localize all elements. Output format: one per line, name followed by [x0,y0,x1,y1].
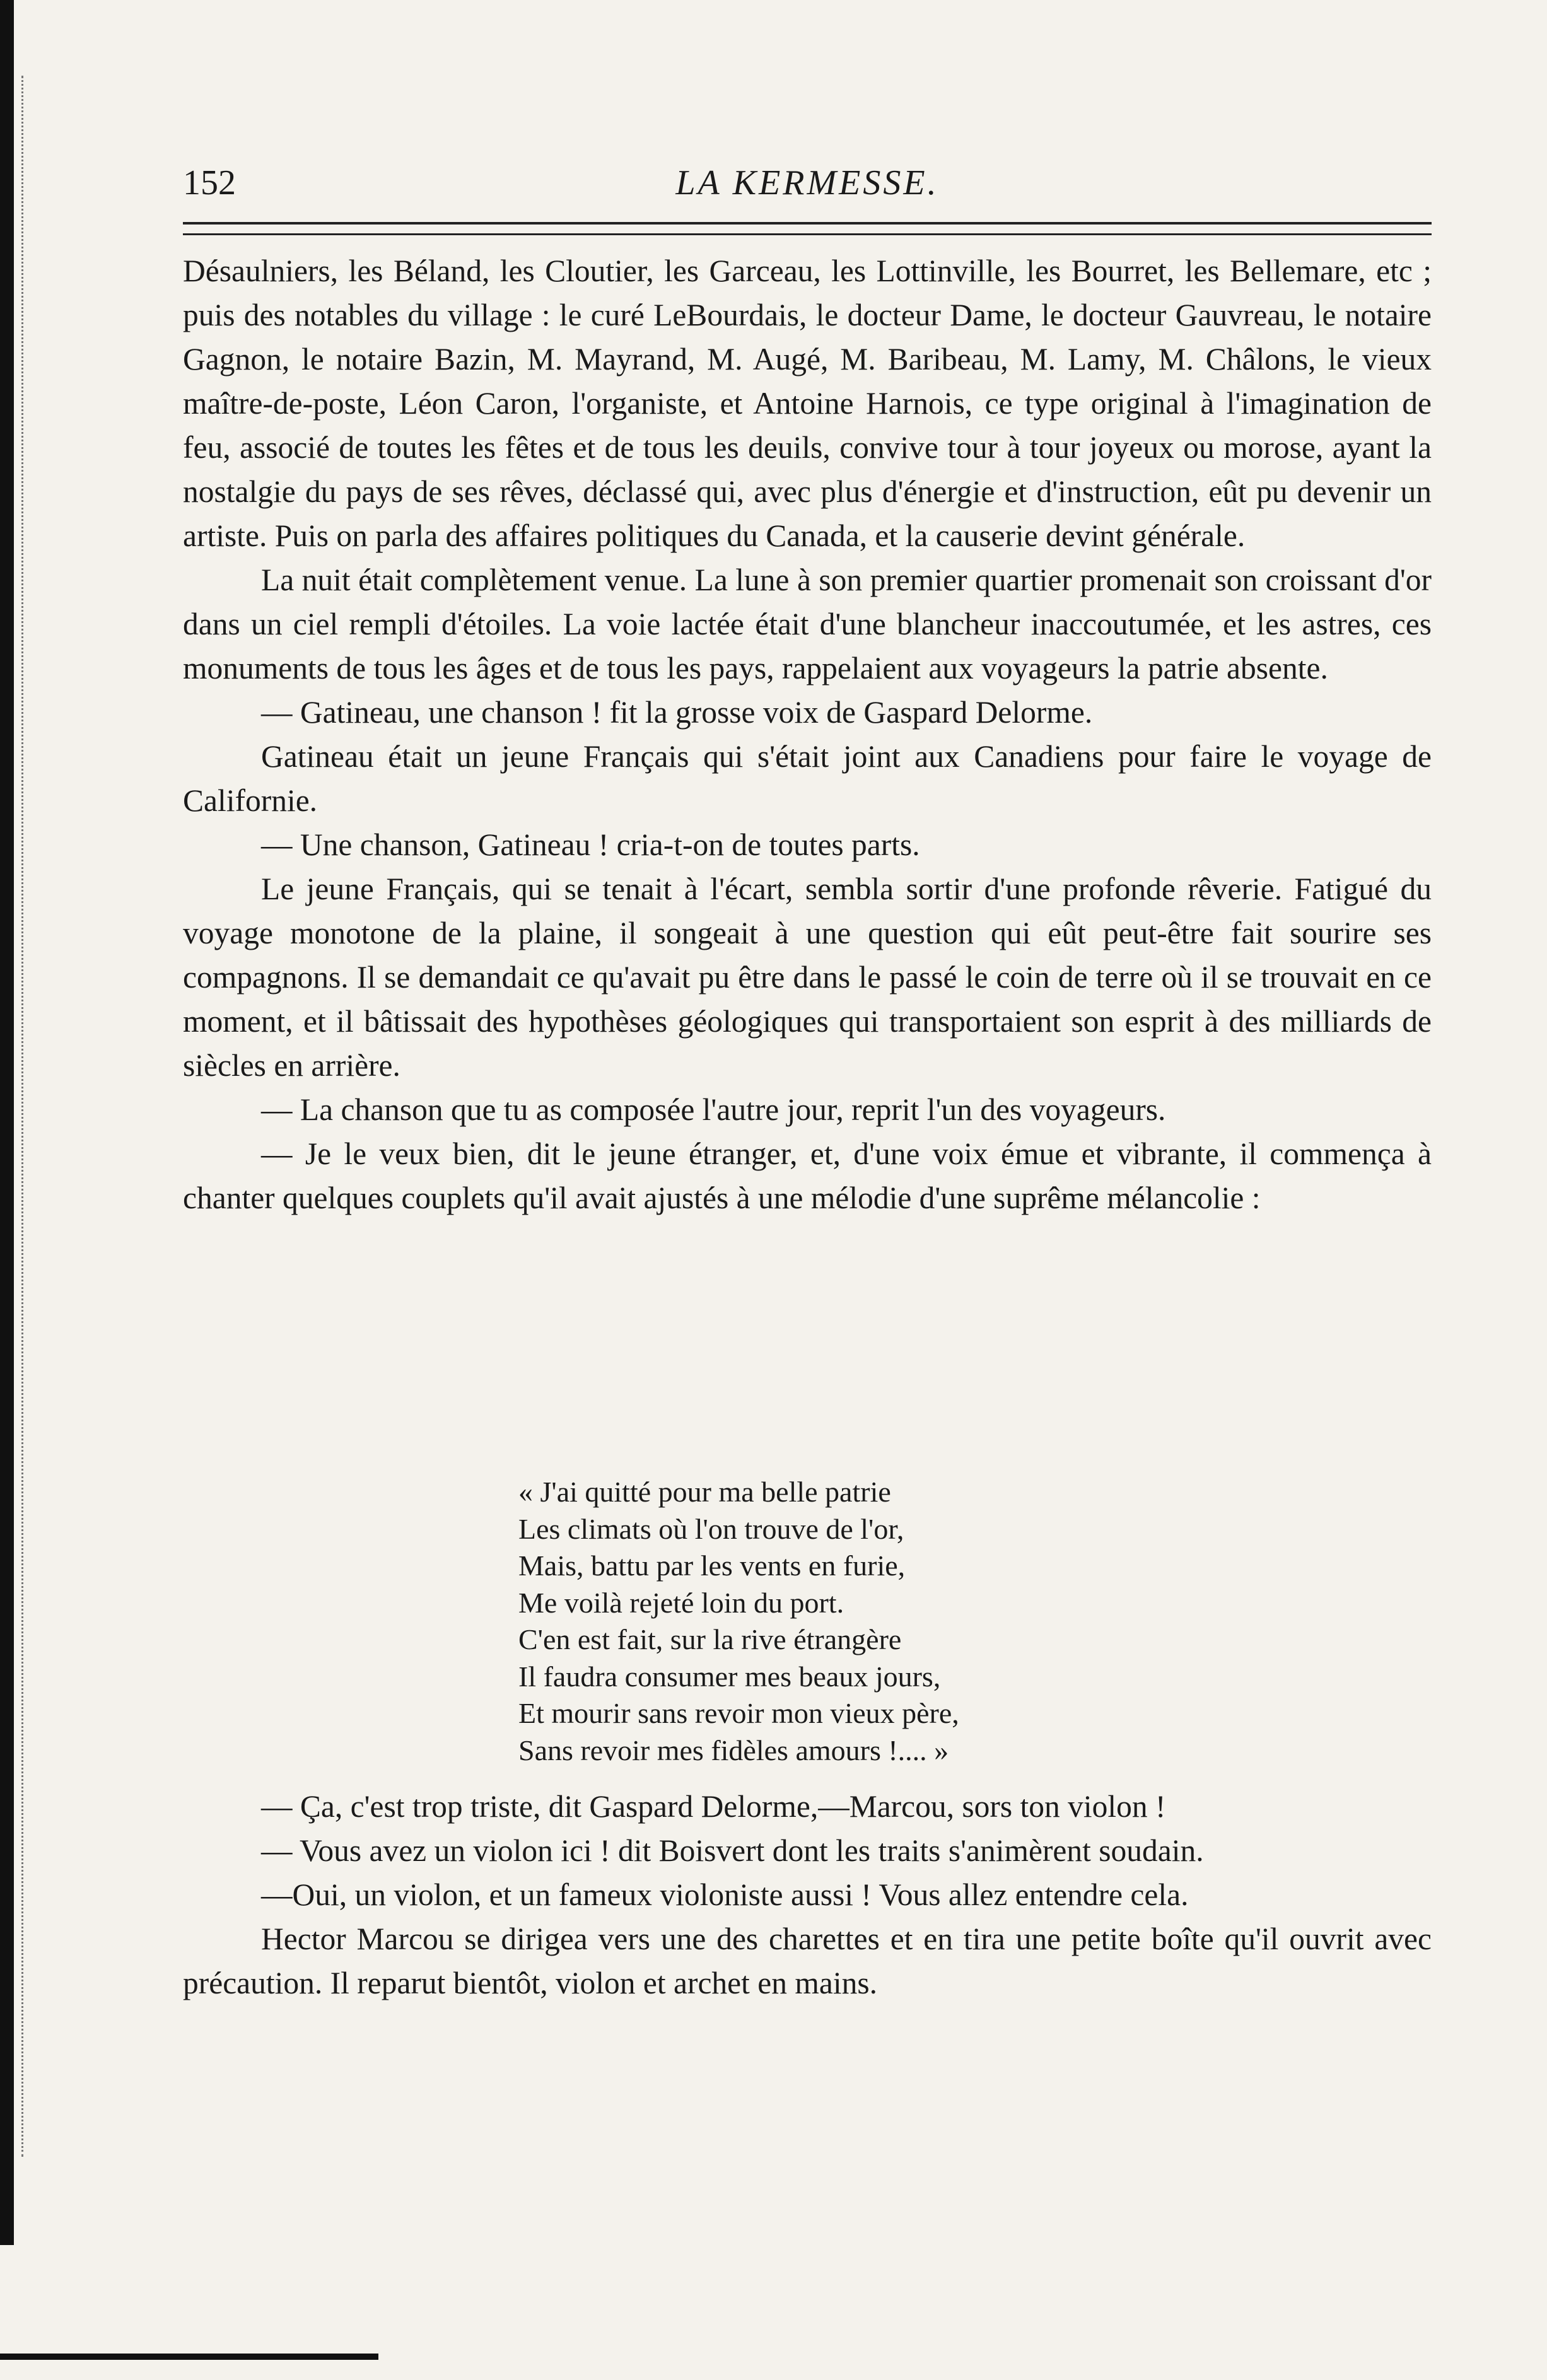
paragraph: La nuit était complètement venue. La lune à son premier quartier promenait son croissant d'or dans un ciel rempli d'étoiles. La voie lactée était d'une blancheur inaccoutumée, et les astres, ces monuments de tous les âges et de tous les pays, rappelaient aux voyageurs la patrie absente. [183,563,1432,685]
scan-bottom-edge [0,2354,378,2360]
verse-line: Mais, battu par les vents en furie, [518,1549,906,1582]
paragraph: — Gatineau, une chanson ! fit la grosse voix de Gaspard Delorme. [261,695,1093,730]
verse-line: « J'ai quitté pour ma belle patrie [518,1476,891,1508]
paragraph: — Vous avez un violon ici ! dit Boisvert dont les traits s'animèrent soudain. [261,1833,1204,1868]
paragraph: Hector Marcou se dirigea vers une des charettes et en tira une petite boîte qu'il ouvrit avec précaution. Il reparut bientôt, violon et archet en mains. [183,1922,1432,2000]
verse-line: Il faudra consumer mes beaux jours, [518,1660,941,1693]
verse-line: Me voilà rejeté loin du port. [518,1586,844,1619]
song-verse [518,1474,959,1769]
paragraph: — Je le veux bien, dit le jeune étranger, et, d'une voix émue et vibrante, il commença à chanter quelques couplets qu'il avait ajustés à une mélodie d'une suprême mélancolie : [183,1136,1432,1215]
paragraph: — La chanson que tu as composée l'autre jour, reprit l'un des voyageurs. [261,1092,1166,1127]
header-rule-bottom [183,233,1432,235]
paragraph: Désaulniers, les Béland, les Cloutier, les Garceau, les Lottinville, les Bourret, les Bellemare, etc ; puis des notables du village : le curé LeBourdais, le docteur Dame, le docteur Gauvreau, le notaire Gagnon, le notaire Bazin, M. Mayrand, M. Augé, M. Baribeau, M. Lamy, M. Châlons, le vieux maître-de-poste, Léon Caron, l'organiste, et Antoine Harnois, ce type original à l'imagination de feu, associé de toutes les fêtes et de tous les deuils, convive tour à tour joyeux ou morose, ayant la nostalgie du pays de ses rêves, déclassé qui, avec plus d'énergie et d'instruction, eût pu devenir un artiste. Puis on parla des affaires politiques du Canada, et la causerie devint générale. [183,254,1432,553]
page-number: 152 [183,163,236,202]
paragraph: — Ça, c'est trop triste, dit Gaspard Delorme,—Marcou, sors ton violon ! [261,1789,1166,1824]
paragraph: Le jeune Français, qui se tenait à l'écart, sembla sortir d'une profonde rêverie. Fatigué du voyage monotone de la plaine, il songeait à une question qui eût peut-être fait sourire ses compagnons. Il se demandait ce qu'avait pu être dans le passé le coin de terre où il se trouvait en ce moment, et il bâtissait des hypothèses géologiques qui transportaient son esprit à des milliards de siècles en arrière. [183,872,1432,1083]
verse-line: Les climats où l'on trouve de l'or, [518,1512,904,1545]
running-title: LA KERMESSE. [675,163,939,202]
verse-line: Et mourir sans revoir mon vieux père, [518,1697,959,1729]
header-rule-top [183,222,1432,225]
scan-margin-marks [21,76,30,2157]
paragraph: —Oui, un violon, et un fameux violoniste aussi ! Vous allez entendre cela. [261,1877,1189,1912]
binding-edge [0,0,14,2245]
page-header [183,163,1432,213]
verse-line: Sans revoir mes fidèles amours !.... » [518,1734,949,1766]
verse-line: C'en est fait, sur la rive étrangère [518,1623,902,1655]
body-text-top [183,249,1432,1220]
body-text-bottom [183,1785,1432,2005]
paragraph: Gatineau était un jeune Français qui s'était joint aux Canadiens pour faire le voyage de Californie. [183,739,1432,818]
paragraph: — Une chanson, Gatineau ! cria-t-on de toutes parts. [261,827,920,862]
